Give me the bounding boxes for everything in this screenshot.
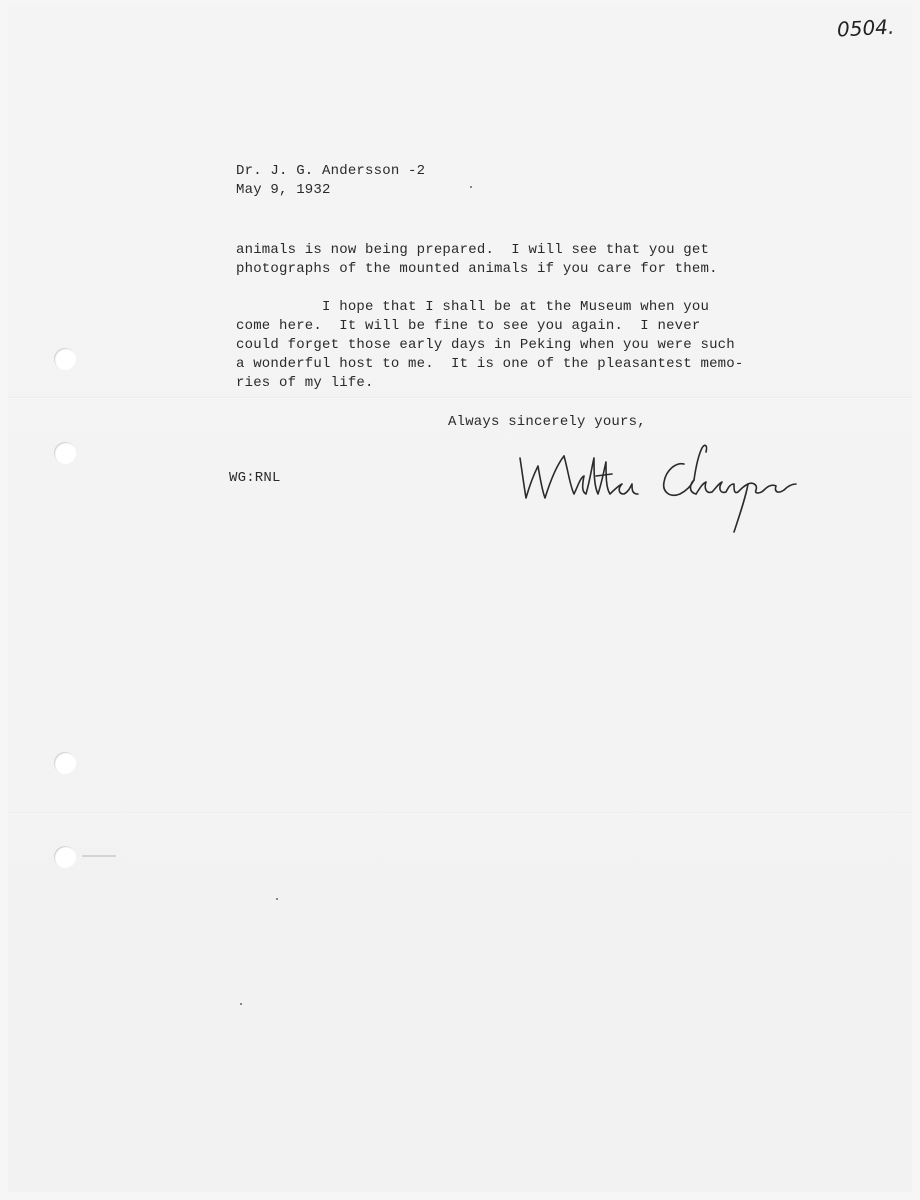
body-line: animals is now being prepared. I will see that you get — [236, 242, 710, 258]
punch-hole — [54, 348, 76, 370]
punch-hole — [54, 442, 76, 464]
fold-crease — [8, 812, 912, 814]
typist-initials: WG:RNL — [229, 470, 281, 486]
recipient-line: Dr. J. G. Andersson -2 — [236, 163, 426, 179]
body-line: ries of my life. — [236, 375, 374, 391]
body-line: I hope that I shall be at the Museum when you — [236, 299, 710, 315]
paper-speck — [276, 898, 278, 900]
fold-crease — [8, 397, 912, 399]
body-line: could forget those early days in Peking when you were such — [236, 337, 735, 353]
body-line: photographs of the mounted animals if you care for them. — [236, 261, 718, 277]
paper-speck — [240, 1003, 242, 1005]
signature — [512, 436, 802, 536]
body-line: a wonderful host to me. It is one of the pleasantest memo- — [236, 356, 744, 372]
punch-hole — [54, 846, 76, 868]
paper-sheet — [8, 4, 912, 1192]
paper-mark — [82, 855, 116, 857]
body-line: come here. It will be fine to see you again. I never — [236, 318, 701, 334]
paper-speck — [470, 186, 472, 188]
letter-date: May 9, 1932 — [236, 182, 331, 198]
punch-hole — [54, 752, 76, 774]
page-number: 0504. — [836, 14, 895, 42]
closing: Always sincerely yours, — [448, 414, 646, 430]
